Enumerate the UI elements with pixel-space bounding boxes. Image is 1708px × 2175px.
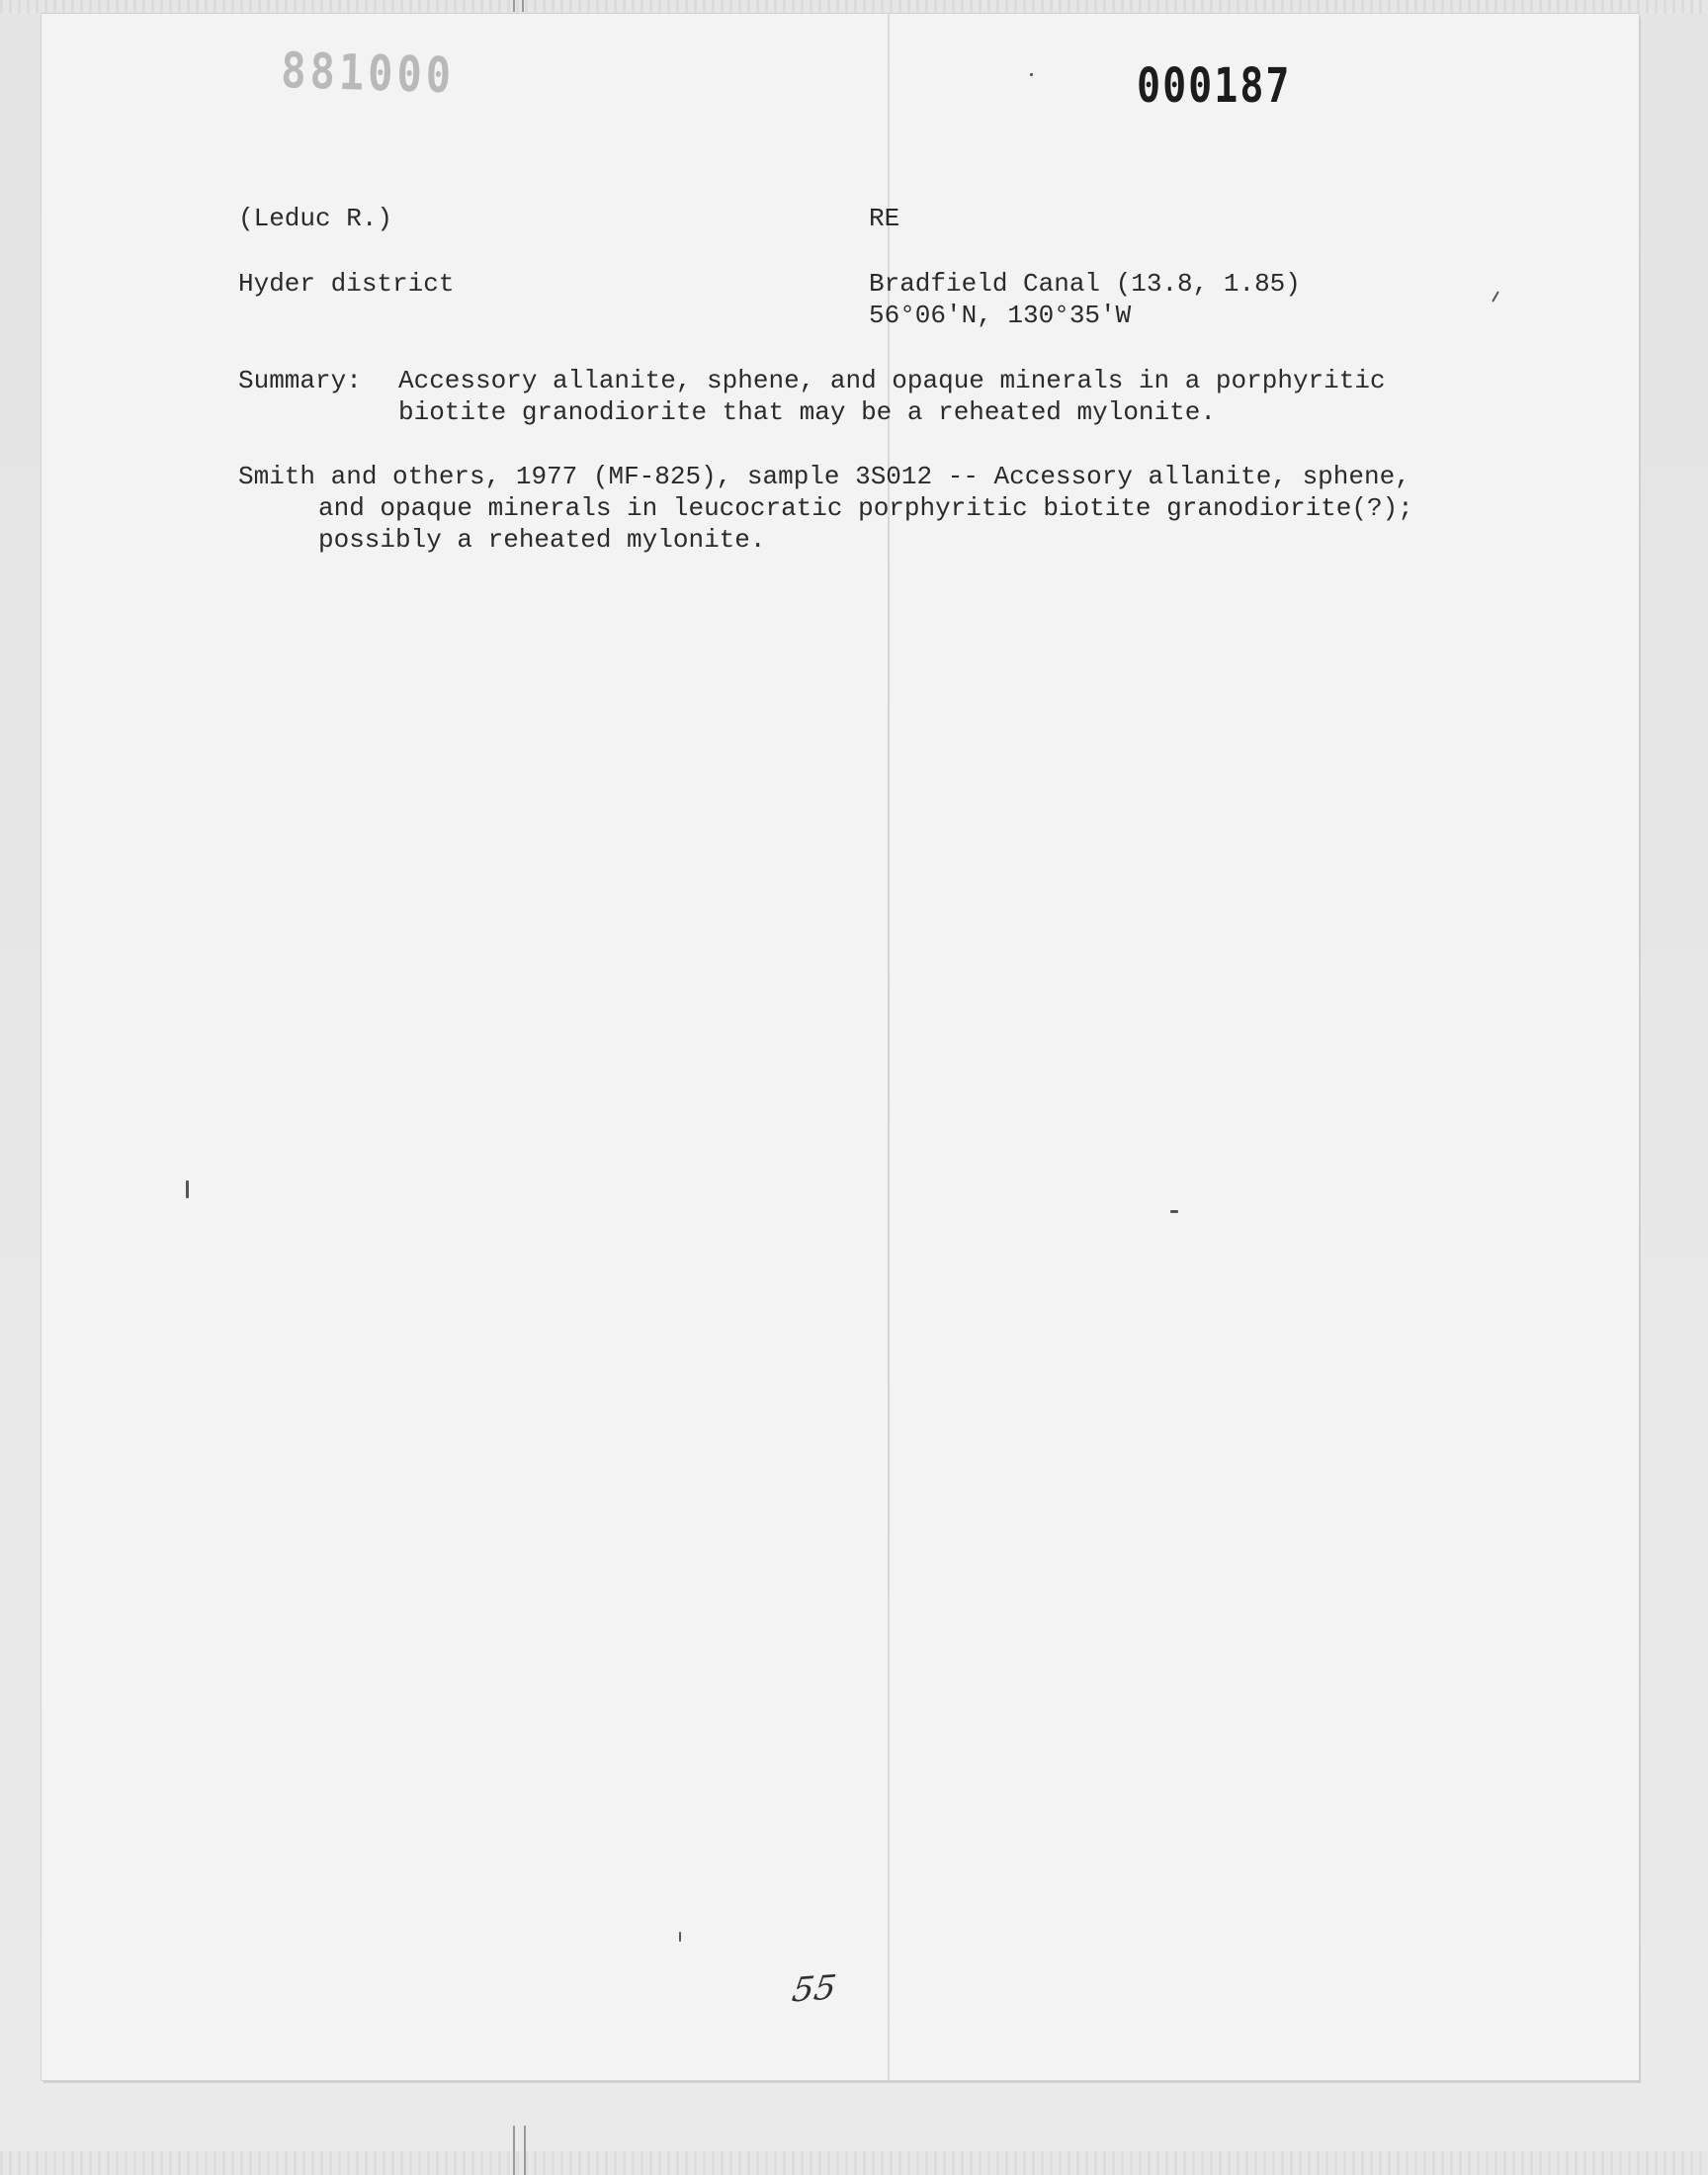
summary-line-1: Accessory allanite, sphene, and opaque minerals in a porphyritic [398, 366, 1386, 395]
quadrangle-name: Bradfield Canal (13.8, 1.85) [869, 269, 1301, 299]
district-name: Hyder district [238, 269, 455, 299]
author-name: (Leduc R.) [238, 204, 393, 233]
record-code: RE [869, 204, 900, 233]
scanner-strip-top [0, 0, 1708, 14]
scan-speck [1170, 1210, 1178, 1213]
reference-line-2: and opaque minerals in leucocratic porphyritic biotite granodiorite(?); [318, 493, 1413, 523]
handwritten-page-number: 55 [789, 1967, 839, 2011]
scan-speck [1492, 291, 1499, 302]
scanner-mark [513, 2126, 515, 2175]
scanner-mark [522, 0, 524, 12]
summary-label: Summary: [238, 366, 362, 395]
scanner-mark [513, 0, 515, 12]
scan-speck [186, 1180, 189, 1198]
reference-line-3: possibly a reheated mylonite. [318, 525, 766, 555]
faded-stamp-number: 881000 [280, 42, 456, 105]
scan-speck [1030, 73, 1033, 76]
scanner-strip-bottom [0, 2151, 1708, 2175]
scanner-mark [524, 2126, 526, 2175]
document-sheet [42, 14, 1639, 2080]
summary-line-2: biotite granodiorite that may be a reheated mylonite. [398, 397, 1216, 427]
record-stamp-number: 000187 [1137, 59, 1292, 115]
reference-line-1: Smith and others, 1977 (MF-825), sample 3S012 -- Accessory allanite, sphene, [238, 462, 1410, 491]
coordinates: 56°06'N, 130°35'W [869, 301, 1132, 330]
scan-speck [679, 1932, 681, 1942]
